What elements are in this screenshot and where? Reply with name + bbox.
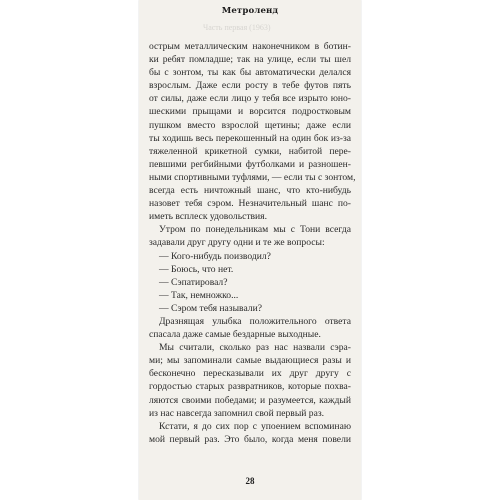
running-header: Метроленд <box>221 6 279 16</box>
dialogue-line: — Сэром тебя называли? <box>159 302 262 314</box>
text-line: назовет тебя сэром. Незначительный шанс по- <box>149 198 351 210</box>
text-line: ными спортивными туфлями, — если ты с зонтом, <box>149 171 356 183</box>
text-line: ты ходишь весь перекошенный на один бок из-за <box>149 132 351 144</box>
text-line: гордостью старых развратников, которые похва- <box>149 381 351 393</box>
text-line: иметь всплеск удовольствия. <box>149 211 267 223</box>
text-line: задавали друг другу одни и те же вопросы: <box>149 237 325 249</box>
text-line: Мы считали, сколько раз нас назвали сэра- <box>159 342 351 354</box>
text-line: бы с зонтом, ты как бы автоматически делался <box>149 67 351 79</box>
dialogue-line: — Так, немножко... <box>159 289 239 301</box>
text-line: Утром по понедельникам мы с Тони всегда <box>159 224 351 236</box>
text-line: бесконечно пересказывали их друг другу с <box>149 368 351 380</box>
text-line: певшими регбийными футболками и разношен- <box>149 158 351 170</box>
text-line: Кстати, я до сих пор с упоением вспоминаю <box>159 420 351 432</box>
text-line: спасала даже самые бездарные выходные. <box>149 329 321 341</box>
text-line: всегда есть ничтожный шанс, что кто-нибудь <box>149 185 351 197</box>
text-line: из нас навсегда запомнил свой первый раз. <box>149 407 325 419</box>
text-line: острым металлическим наконечником в ботин- <box>149 41 351 52</box>
book-page <box>139 0 361 500</box>
text-line: шескими прыщами и ворсится подростковым <box>149 106 351 118</box>
text-line: ки ребят помладше; так на улице, если ты шел <box>149 54 351 66</box>
show-through-text: Часть первая (1963) <box>203 23 271 32</box>
text-line: от силы, даже если лицо у тебя все изрыто юно- <box>149 93 351 105</box>
page-number: 28 <box>245 476 255 486</box>
text-line: Дразнящая улыбка положительного ответа <box>159 315 351 327</box>
dialogue-line: — Боюсь, что нет. <box>159 263 234 275</box>
text-line: мой первый раз. Это было, когда меня повели <box>149 433 351 445</box>
text-line: ляются своими победами; и разумеется, каждый <box>149 394 351 406</box>
text-line: ми; мы запоминали самые выдающиеся разы и <box>149 355 351 367</box>
text-line: пушком вместо взрослой щетины; даже если <box>149 119 351 131</box>
body-text <box>149 40 356 446</box>
text-line: взрослым. Даже если росту в тебе футов пять <box>149 80 351 92</box>
text-line: тяжеленной крикетной сумки, набитой пере- <box>149 145 351 157</box>
dialogue-line: — Сэпатировал? <box>159 276 228 288</box>
dialogue-line: — Кого-нибудь поизводил? <box>159 250 271 262</box>
